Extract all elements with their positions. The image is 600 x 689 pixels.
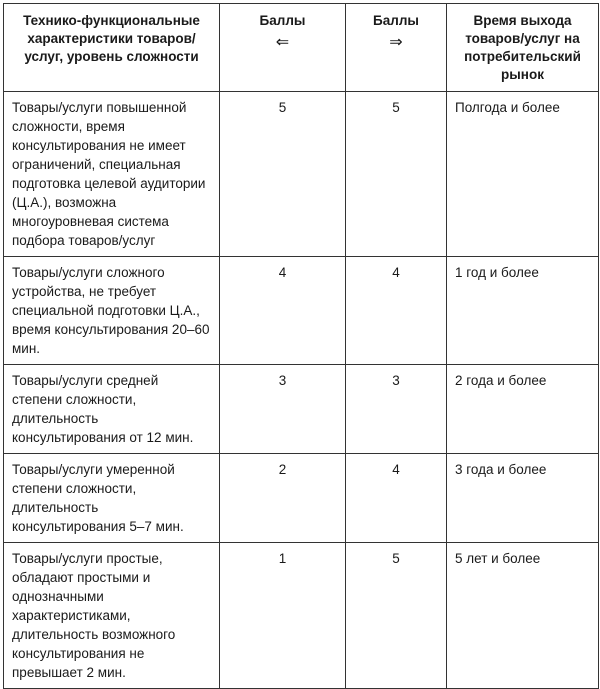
row-market-time: 1 год и более [447,257,599,365]
header-market-time [447,4,599,92]
row-score-right: 4 [346,257,447,365]
table-row [4,92,599,257]
header-characteristics-text: Технико-функциональные характеристики товаров/услуг, уровень сложности [23,13,200,64]
row-score-left: 2 [220,454,346,543]
table-row [4,257,599,365]
table-header-row [4,4,599,92]
row-market-time: 2 года и более [447,365,599,454]
row-description: Товары/услуги сложного устройства, не требует специальной подготовки Ц.А., время консультирования 20–60 мин. [4,257,220,365]
row-description: Товары/услуги повышенной сложности, время консультирования не имеет ограничений, специальная подготовка целевой аудитории (Ц.А.), возможна многоуровневая система подбора товаров/услуг [4,92,220,257]
row-score-left: 4 [220,257,346,365]
header-score-left [220,4,346,92]
row-score-right: 5 [346,543,447,689]
row-score-left: 5 [220,92,346,257]
row-score-right: 4 [346,454,447,543]
row-score-left: 3 [220,365,346,454]
header-score-right [346,4,447,92]
row-score-left: 1 [220,543,346,689]
row-market-time: 3 года и более [447,454,599,543]
header-characteristics [4,4,220,92]
row-score-right: 5 [346,92,447,257]
header-market-time-text: Время выхода товаров/услуг на потребительский рынок [464,13,581,82]
table-row [4,543,599,689]
row-description: Товары/услуги средней степени сложности, длительность консультирования от 12 мин. [4,365,220,454]
row-description: Товары/услуги простые, обладают простыми и однозначными характеристиками, длительность возможного консультирования не превышает 2 мин. [4,543,220,689]
table-row [4,365,599,454]
row-market-time: Полгода и более [447,92,599,257]
table-row [4,454,599,543]
row-description: Товары/услуги умеренной степени сложности, длительность консультирования 5–7 мин. [4,454,220,543]
characteristics-table [3,3,599,689]
left-arrow-icon: ⇐ [275,34,290,51]
header-score-right-text: Баллы [373,13,419,28]
row-score-right: 3 [346,365,447,454]
header-score-left-text: Баллы [259,13,306,28]
right-arrow-icon: ⇒ [389,34,403,51]
row-market-time: 5 лет и более [447,543,599,689]
